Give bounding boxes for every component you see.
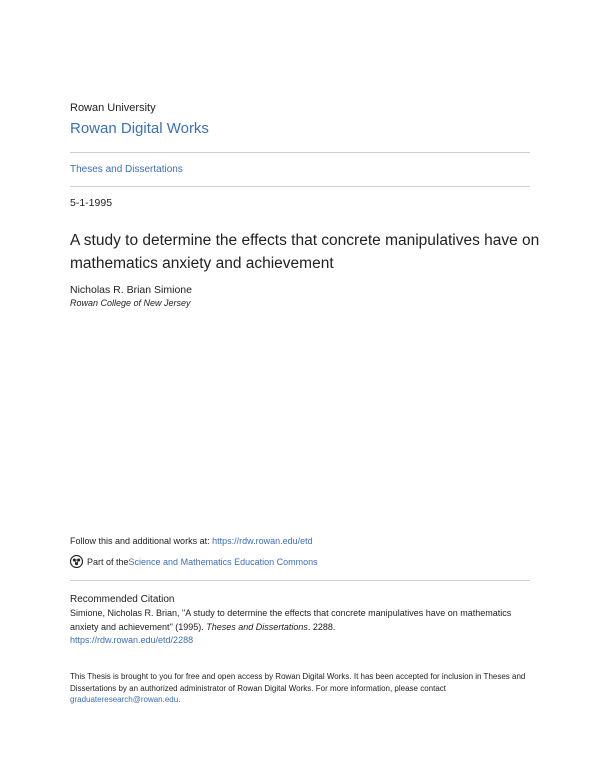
citation-url-link[interactable]: https://rdw.rowan.edu/etd/2288: [70, 635, 194, 645]
follow-prefix: Follow this and additional works at:: [70, 536, 213, 546]
contact-email-link[interactable]: graduateresearch@rowan.edu: [70, 695, 179, 704]
author-affiliation: Rowan College of New Jersey: [70, 298, 191, 308]
divider-top: [70, 152, 530, 153]
author-name: Nicholas R. Brian Simione: [70, 284, 192, 296]
partof-prefix: Part of the: [87, 556, 129, 567]
commons-link[interactable]: Science and Mathematics Education Commons: [128, 556, 318, 567]
follow-line: [70, 536, 313, 546]
footer-text: This Thesis is brought to you for free and open access by Rowan Digital Works. It has been accepted for inclusion in Theses and Dissertations by an authorized administrator of Rowan Digital Works. For more information, please contact: [70, 672, 526, 693]
repository-link[interactable]: Rowan Digital Works: [70, 120, 209, 137]
follow-url-link[interactable]: https://rdw.rowan.edu/etd: [212, 536, 313, 546]
publication-date: 5-1-1995: [70, 197, 113, 209]
citation-series: Theses and Dissertations: [206, 621, 308, 632]
citation-body: [70, 607, 540, 648]
part-of-line: [70, 555, 318, 568]
collection-link[interactable]: Theses and Dissertations: [70, 164, 183, 175]
divider-citation: [70, 580, 530, 581]
footer-end: .: [178, 695, 181, 704]
network-icon: [70, 555, 83, 568]
citation-text: Simione, Nicholas R. Brian, "A study to determine the effects that concrete manipulatives have on mathematics anxiety and achievement" (1995).: [70, 608, 512, 632]
institution-name: Rowan University: [70, 102, 156, 114]
divider-collection: [70, 186, 530, 187]
document-title: A study to determine the effects that concrete manipulatives have on mathematics anxiety and achievement: [70, 232, 540, 272]
footer-note: [70, 671, 540, 706]
citation-heading: Recommended Citation: [70, 594, 175, 605]
citation-number: . 2288.: [307, 621, 336, 632]
